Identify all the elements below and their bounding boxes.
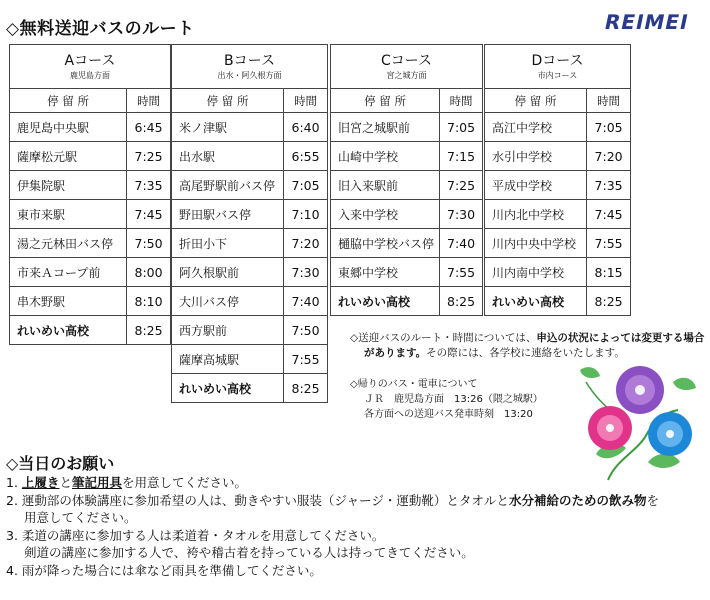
course-b-table (171, 44, 328, 403)
course-direction: 出水・阿久根方面 (217, 70, 282, 80)
stop-time: 7:50 (127, 229, 171, 258)
stop-row (485, 171, 631, 200)
stop-name: 湯之元林田バス停 (10, 229, 127, 258)
course-c-table (330, 44, 483, 316)
stop-row (10, 258, 171, 287)
stop-name: 川内中央中学校 (485, 229, 587, 258)
stop-name: 野田駅バス停 (172, 200, 284, 229)
stop-row (485, 287, 631, 316)
stop-name: 大川バス停 (172, 287, 284, 316)
return-line-jr: ＪＲ 鹿児島方面 13:26（隈之城駅） (364, 394, 543, 405)
stop-time: 7:05 (587, 113, 631, 142)
stop-name: れいめい高校 (331, 287, 440, 316)
stop-name: れいめい高校 (10, 316, 127, 345)
stop-time: 6:45 (127, 113, 171, 142)
stop-time: 7:55 (440, 258, 483, 287)
stop-time: 8:25 (587, 287, 631, 316)
stop-name: 川内北中学校 (485, 200, 587, 229)
col-time: 時間 (587, 89, 631, 113)
col-stop: 停 留 所 (172, 89, 284, 113)
stop-time: 7:25 (440, 171, 483, 200)
stop-time: 8:25 (127, 316, 171, 345)
col-time: 時間 (127, 89, 171, 113)
stop-row (10, 113, 171, 142)
stop-time: 7:30 (440, 200, 483, 229)
note-change-prefix: ◇送迎バスのルート・時間については、 (350, 332, 537, 344)
col-time: 時間 (284, 89, 328, 113)
stop-row (172, 113, 328, 142)
request-item-4 (6, 562, 706, 580)
stop-name: 旧宮之城駅前 (331, 113, 440, 142)
stop-row (10, 287, 171, 316)
stop-name: 山崎中学校 (331, 142, 440, 171)
item1-mid: と (59, 475, 72, 490)
column-headers (485, 89, 631, 113)
stop-time: 7:10 (284, 200, 328, 229)
course-header (172, 45, 328, 89)
stop-name: 東市来駅 (10, 200, 127, 229)
stop-row (331, 171, 483, 200)
requests-list (6, 474, 706, 579)
stop-time: 7:05 (440, 113, 483, 142)
item2-text: 運動部の体験講座に参加希望の人は、動きやすい服装（ジャージ・運動靴）とタオルと (21, 492, 509, 508)
stop-row (10, 229, 171, 258)
item1-stationery: 筆記用具 (71, 475, 122, 490)
stop-time: 7:05 (284, 171, 328, 200)
request-item-2-cont: 用意してください。 (24, 510, 137, 525)
stop-row (172, 345, 328, 374)
stop-row (172, 142, 328, 171)
stop-time: 7:20 (284, 229, 328, 258)
stop-row (331, 287, 483, 316)
stop-name: 東郷中学校 (331, 258, 440, 287)
stop-row (172, 200, 328, 229)
item1-shoes: 上履き (21, 475, 60, 490)
stop-row (10, 316, 171, 345)
stop-row (331, 113, 483, 142)
stop-name: 米ノ津駅 (172, 113, 284, 142)
col-stop: 停 留 所 (485, 89, 587, 113)
stop-row (485, 113, 631, 142)
item1-rest: を用意してください。 (121, 475, 247, 490)
stop-time: 7:55 (587, 229, 631, 258)
stop-time: 6:40 (284, 113, 328, 142)
stop-name: 市来Ａコープ前 (10, 258, 127, 287)
item-number: 2. (6, 492, 18, 508)
logo-text: REIMEI (602, 10, 692, 34)
request-item-3 (6, 527, 706, 545)
course-header (331, 45, 483, 89)
stop-time: 7:50 (284, 316, 328, 345)
item4-text: 雨が降った場合には傘など雨具を準備してください。 (21, 562, 322, 578)
column-headers (10, 89, 171, 113)
stop-name: 旧入来駅前 (331, 171, 440, 200)
item2-rest: を (646, 492, 659, 508)
stop-name: 折田小下 (172, 229, 284, 258)
stop-row (331, 258, 483, 287)
stop-time: 7:20 (587, 142, 631, 171)
stop-row (172, 171, 328, 200)
stop-row (331, 229, 483, 258)
item-number: 3. (6, 527, 18, 543)
stop-time: 7:15 (440, 142, 483, 171)
stop-row (172, 316, 328, 345)
stop-name: 入来中学校 (331, 200, 440, 229)
stop-row (10, 142, 171, 171)
request-item-3-cont: 剣道の講座に参加する人で、袴や稽古着を持っている人は持ってきてください。 (24, 545, 474, 560)
stop-time: 8:25 (440, 287, 483, 316)
stop-time: 8:10 (127, 287, 171, 316)
stop-time: 8:25 (284, 374, 328, 403)
course-direction: 市内コース (537, 70, 578, 80)
note-change-bold1: 申込の状況によっては変更する場合 (536, 332, 705, 344)
stop-time: 7:35 (587, 171, 631, 200)
item-number: 4. (6, 562, 18, 578)
item2-drink: 水分補給のための飲み物 (508, 492, 647, 508)
stop-name: 串木野駅 (10, 287, 127, 316)
stop-name: 西方駅前 (172, 316, 284, 345)
item3-text: 柔道の講座に参加する人は柔道着・タオルを用意してください。 (21, 527, 385, 543)
stop-row (331, 200, 483, 229)
route-change-note (350, 331, 710, 361)
course-header (10, 45, 171, 89)
route-title: ◇無料送迎バスのルート (6, 19, 195, 39)
stop-name: 高江中学校 (485, 113, 587, 142)
stop-row (172, 229, 328, 258)
requests-title: ◇当日のお願い (6, 454, 115, 473)
stop-time: 7:40 (284, 287, 328, 316)
course-d-table (484, 44, 631, 316)
stop-time: 7:55 (284, 345, 328, 374)
stop-row (485, 142, 631, 171)
stop-row (331, 142, 483, 171)
stop-row (485, 229, 631, 258)
stop-name: 出水駅 (172, 142, 284, 171)
stop-time: 7:25 (127, 142, 171, 171)
request-item-2 (6, 492, 706, 510)
course-name: Bコース (224, 52, 275, 69)
course-name: Cコース (380, 52, 433, 69)
stop-name: 伊集院駅 (10, 171, 127, 200)
stop-row (485, 258, 631, 287)
return-title: ◇帰りのバス・電車について (350, 379, 478, 390)
stop-time: 8:15 (587, 258, 631, 287)
course-direction: 宮之城方面 (386, 70, 427, 80)
col-time: 時間 (440, 89, 483, 113)
stop-name: 平成中学校 (485, 171, 587, 200)
stop-name: 阿久根駅前 (172, 258, 284, 287)
stop-row (10, 171, 171, 200)
column-headers (331, 89, 483, 113)
stop-time: 7:45 (587, 200, 631, 229)
stop-row (172, 258, 328, 287)
stop-name: 川内南中学校 (485, 258, 587, 287)
col-stop: 停 留 所 (331, 89, 440, 113)
stop-name: 鹿児島中央駅 (10, 113, 127, 142)
stop-time: 8:00 (127, 258, 171, 287)
course-header (485, 45, 631, 89)
stop-time: 7:35 (127, 171, 171, 200)
column-headers (172, 89, 328, 113)
course-name: Dコース (531, 52, 584, 69)
reimei-logo (600, 8, 698, 34)
stop-time: 7:45 (127, 200, 171, 229)
stop-time: 6:55 (284, 142, 328, 171)
note-change-bold2: があります。 (364, 347, 427, 359)
stop-time: 7:40 (440, 229, 483, 258)
stop-name: 樋脇中学校バス停 (331, 229, 440, 258)
stop-row (10, 200, 171, 229)
course-name: Aコース (64, 52, 116, 69)
stop-name: れいめい高校 (172, 374, 284, 403)
request-item-1 (6, 474, 706, 492)
stop-name: 水引中学校 (485, 142, 587, 171)
item-number: 1. (6, 475, 18, 490)
return-line-bus: 各方面への送迎バス発車時刻 13:20 (364, 409, 533, 420)
note-change-suffix: その際には、各学校に連絡をいたします。 (426, 347, 625, 359)
stop-name: 薩摩高城駅 (172, 345, 284, 374)
return-info (350, 377, 543, 422)
stop-name: れいめい高校 (485, 287, 587, 316)
col-stop: 停 留 所 (10, 89, 127, 113)
stop-row (172, 287, 328, 316)
stop-time: 7:30 (284, 258, 328, 287)
stop-name: 薩摩松元駅 (10, 142, 127, 171)
morning-glory-illustration (578, 362, 700, 484)
stop-name: 高尾野駅前バス停 (172, 171, 284, 200)
course-a-table (9, 44, 171, 345)
stop-row (172, 374, 328, 403)
stop-row (485, 200, 631, 229)
course-direction: 鹿児島方面 (70, 70, 110, 80)
